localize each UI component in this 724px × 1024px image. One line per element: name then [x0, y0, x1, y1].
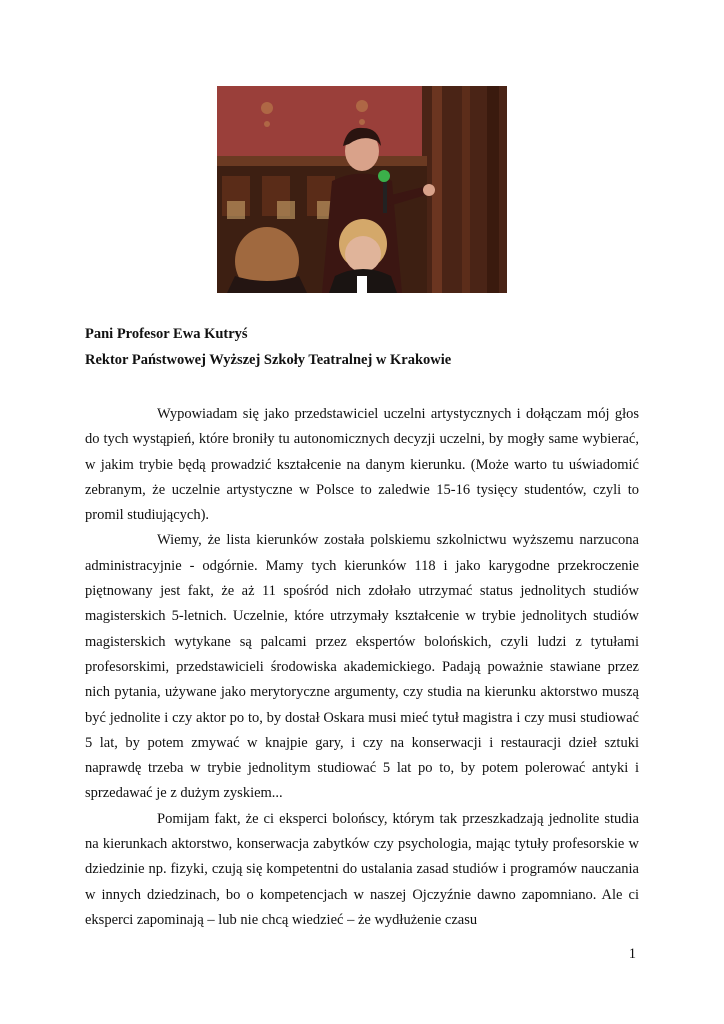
photo-of-speaker-icon — [217, 86, 507, 293]
paragraph: Wiemy, że lista kierunków została polskiemu szkolnictwu wyższemu narzucona administracyjnie - odgórnie. Mamy tych kierunków 118 i jako karygodne przekroczenie piętnowany jest fakt, że aż 11 spośród nich zdołało utrzymać status jednolitych studiów magisterskich 5-letnich. Uczelnie, które utrzymały kształcenie w trybie jednolitych studiów magisterskich wytykane są palcami przez ekspertów bolońskich, czyli ludzi z tytułami profesorskimi, przedstawicieli środowiska akademickiego. Padają poważnie stawiane przez nich pytania, używane jako merytoryczne argumenty, czy studia na kierunku aktorstwo muszą być jednolite i czy aktor po to, by dostał Oskara musi mieć tytuł magistra i czy musi studiować 5 lat, by potem zmywać w knajpie gary, i czy na konserwacji i restauracji dzieł sztuki naprawdę trzeba w trybie jednolitym studiować 5 lat po to, by potem polerować antyki i sprzedawać je z dużym zyskiem... — [85, 532, 639, 802]
speaker-name: Pani Profesor Ewa Kutryś — [85, 326, 248, 342]
document-body — [85, 402, 639, 933]
paragraph: Wypowiadam się jako przedstawiciel uczelni artystycznych i dołączam mój głos do tych wystąpień, które broniły tu autonomicznych decyzji uczelni, by mogły same wybierać, w jakim trybie będą prowadzić kształcenie na danym kierunku. (Może warto tu uświadomić zebranym, że uczelnie artystyczne w Polsce to zaledwie 15-16 tysięcy studentów, czyli to promil studiujących). — [85, 406, 639, 524]
paragraph: Pomijam fakt, że ci eksperci bolońscy, którym tak przeszkadzają jednolite studia na kierunkach aktorstwo, konserwacja zabytków czy psychologia, mając tytuły profesorskie w dziedzinie np. fizyki, czują się kompetentni do ustalania zasad studiów i programów nauczania w innych dziedzinach, bo o kompetencjach w naszej Ojczyźnie dawno zapomniano. Ale ci eksperci zapominają – lub nie chcą wiedzieć – że wydłużenie czasu — [85, 810, 639, 928]
speaker-photo — [217, 86, 507, 293]
speaker-title: Rektor Państwowej Wyższej Szkoły Teatralnej w Krakowie — [85, 352, 452, 368]
page-number: 1 — [628, 946, 636, 962]
